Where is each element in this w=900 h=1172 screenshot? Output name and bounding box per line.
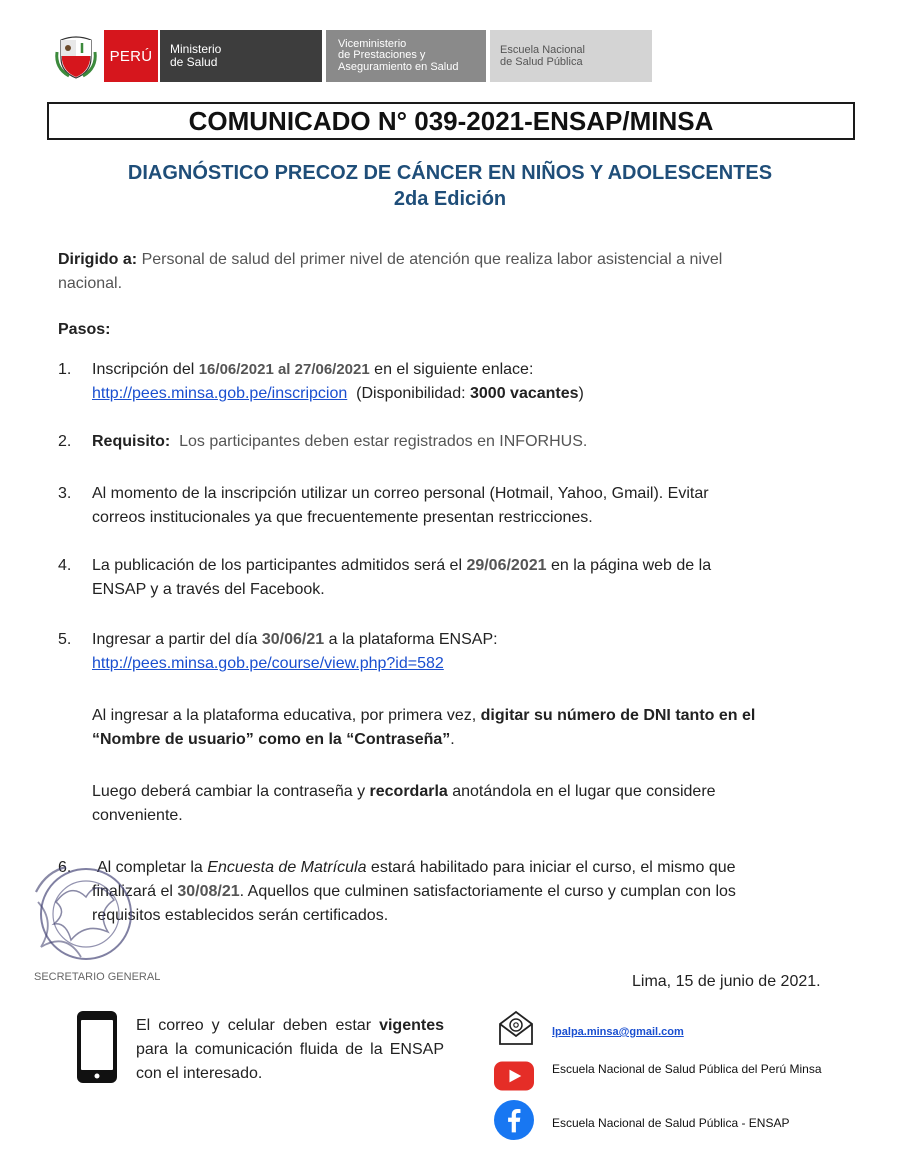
item-3-line-2: correos institucionales ya que frecuentemente presentan restricciones. xyxy=(92,509,593,526)
escuela-logo-box xyxy=(490,30,652,82)
item-1-disp-post: ) xyxy=(578,385,584,402)
item-4-number: 4. xyxy=(58,557,72,574)
item-6-line-1 xyxy=(97,856,857,880)
item-3-number: 3. xyxy=(58,485,72,502)
item-1-dates: 16/06/2021 al 27/06/2021 xyxy=(198,361,370,378)
item-6-line-3: requisitos establecidos serán certificados. xyxy=(92,907,389,924)
pasos-label: Pasos: xyxy=(58,321,111,338)
item-5-post: a la plataforma ENSAP: xyxy=(324,631,498,648)
item-3-line-1: Al momento de la inscripción utilizar un correo personal (Hotmail, Yahoo, Gmail). Evitar xyxy=(92,485,709,502)
stamp-text: SECRETARIO GENERAL xyxy=(34,971,161,983)
item-5-p3-pre: Luego deberá cambiar la contraseña y xyxy=(92,783,370,800)
item-6-number: 6. xyxy=(58,859,72,876)
item-4-post: en la página web de la xyxy=(546,557,712,574)
item-4-line-1 xyxy=(92,554,852,578)
peru-label: PERÚ xyxy=(109,47,153,65)
item-5-p2-line-1 xyxy=(92,704,852,728)
item-5-number: 5. xyxy=(58,631,72,648)
item-5-p2-bold-2: “Nombre de usuario” como en la “Contraseña” xyxy=(92,731,451,748)
item-5-p2-line-2 xyxy=(92,728,852,752)
escuela-label: Escuela Nacional de Salud Pública xyxy=(500,44,585,68)
item-1-line-2 xyxy=(92,382,852,406)
youtube-channel-label[interactable]: Escuela Nacional de Salud Pública del Perú Minsa xyxy=(552,1062,822,1076)
item-1-line-1 xyxy=(92,358,852,382)
item-1-number: 1. xyxy=(58,361,72,378)
item-6-line-2 xyxy=(92,880,852,904)
item-5-p3-post: anotándola en el lugar que considere xyxy=(447,783,716,800)
youtube-icon xyxy=(494,1056,534,1096)
date-line: Lima, 15 de junio de 2021. xyxy=(632,973,821,990)
document-subtitle: 2da Edición xyxy=(393,188,507,210)
item-5-line-2 xyxy=(92,652,852,676)
item-5-p2-pre: Al ingresar a la plataforma educativa, por primera vez, xyxy=(92,707,481,724)
item-6-l2-pre: finalizará el xyxy=(92,883,178,900)
item-2-label: Requisito: xyxy=(92,433,171,450)
item-5-p3-bold: recordarla xyxy=(369,783,448,800)
dirigido-line-1 xyxy=(58,248,858,272)
facebook-page-label[interactable]: Escuela Nacional de Salud Pública - ENSAP xyxy=(552,1116,790,1130)
item-6-l2-post: . Aquellos que culminen satisfactoriamente el curso y cumplan con los xyxy=(239,883,736,900)
phone-notice-bold: vigentes xyxy=(379,1017,444,1034)
viceministerio-label: Viceministerio de Prestaciones y Aseguramiento en Salud xyxy=(338,37,459,73)
item-6-pre: Al completar la xyxy=(97,859,208,876)
item-1-vacantes: 3000 vacantes xyxy=(470,385,579,402)
item-6-date: 30/08/21 xyxy=(177,883,240,900)
phone-notice xyxy=(136,1014,444,1086)
comunicado-heading: COMUNICADO N° 039-2021-ENSAP/MINSA xyxy=(47,102,855,140)
item-2-text: Los participantes deben estar registrados en INFORHUS. xyxy=(179,433,588,450)
peru-logo-box xyxy=(104,30,158,82)
item-1-pre: Inscripción del xyxy=(92,361,199,378)
item-6-post: estará habilitado para iniciar el curso, el mismo que xyxy=(366,859,736,876)
item-4-date: 29/06/2021 xyxy=(466,557,547,574)
ministerio-label: Ministerio de Salud xyxy=(170,42,222,69)
inscripcion-link[interactable]: http://pees.minsa.gob.pe/inscripcion xyxy=(92,385,348,402)
phone-notice-post: para la comunicación fluida de la ENSAP con el interesado. xyxy=(136,1041,444,1082)
phone-icon xyxy=(76,1010,118,1084)
item-5-p2-bold-1: digitar su número de DNI tanto en el xyxy=(480,707,756,724)
course-link[interactable]: http://pees.minsa.gob.pe/course/view.php?id=582 xyxy=(92,655,444,672)
email-icon xyxy=(496,1008,536,1048)
facebook-icon xyxy=(494,1100,534,1140)
item-4-pre: La publicación de los participantes admitidos será el xyxy=(92,557,467,574)
dirigido-line-2: nacional. xyxy=(58,275,123,292)
item-5-date: 30/06/21 xyxy=(261,631,325,648)
dirigido-text: Personal de salud del primer nivel de atención que realiza labor asistencial a nivel xyxy=(141,251,723,268)
phone-notice-pre: El correo y celular deben estar xyxy=(136,1017,380,1034)
peru-coat-of-arms-icon xyxy=(55,32,97,80)
item-2-line xyxy=(92,430,852,454)
item-5-p3-line-2: conveniente. xyxy=(92,807,183,824)
item-5-p2-post: . xyxy=(450,731,455,748)
item-4-line-2: ENSAP y a través del Facebook. xyxy=(92,581,325,598)
viceministerio-logo-box xyxy=(326,30,486,82)
official-stamp-seal xyxy=(26,862,161,987)
ministerio-logo-box xyxy=(160,30,322,82)
item-2-number: 2. xyxy=(58,433,72,450)
item-5-line-1 xyxy=(92,628,852,652)
dirigido-label: Dirigido a: xyxy=(58,251,138,268)
document-title: DIAGNÓSTICO PRECOZ DE CÁNCER EN NIÑOS Y ADOLESCENTES xyxy=(127,162,773,184)
email-link[interactable]: lpalpa.minsa@gmail.com xyxy=(552,1026,684,1038)
item-5-pre: Ingresar a partir del día xyxy=(92,631,262,648)
item-5-p3-line-1 xyxy=(92,780,852,804)
item-1-post: en el siguiente enlace: xyxy=(369,361,534,378)
item-1-disp-pre: (Disponibilidad: xyxy=(356,385,470,402)
item-6-italic: Encuesta de Matrícula xyxy=(207,859,367,876)
